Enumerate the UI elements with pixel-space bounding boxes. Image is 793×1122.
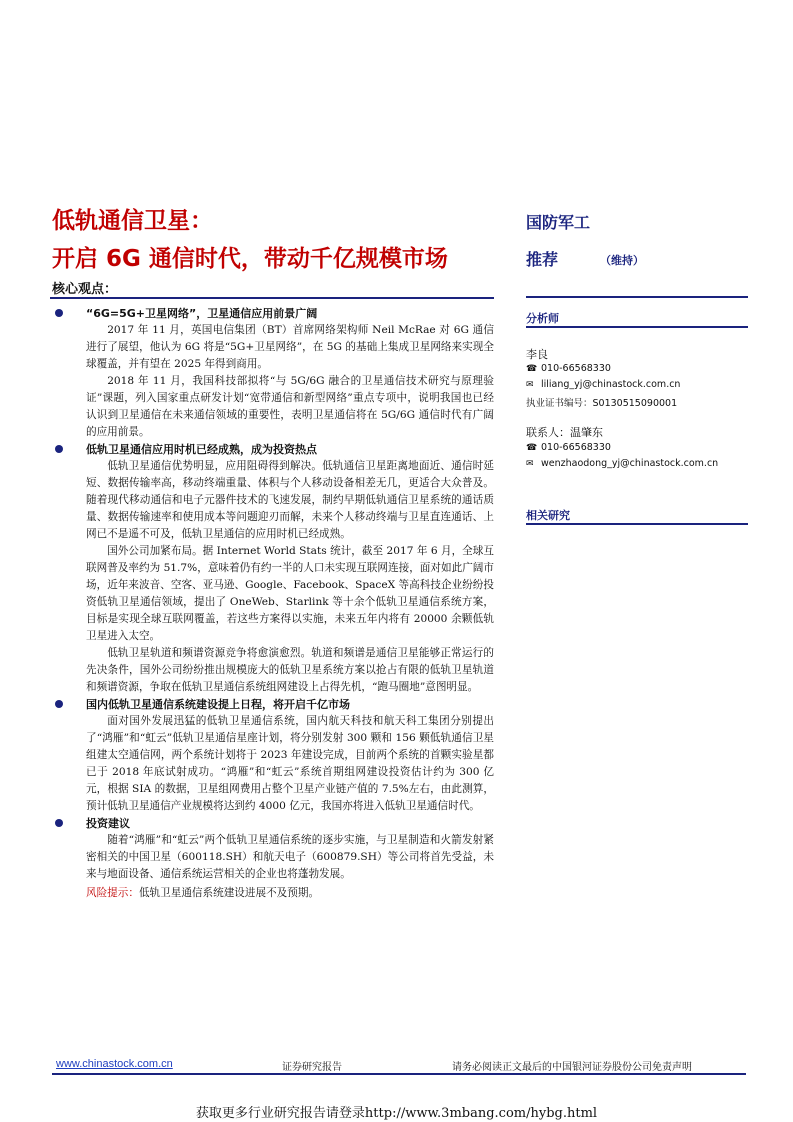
rating-note: （维持） (600, 254, 644, 267)
phone-icon: ☎ (526, 443, 538, 453)
phone-icon: ☎ (526, 364, 538, 374)
analyst-heading: 分析师 (526, 312, 559, 325)
bullet-icon (55, 309, 63, 317)
bullet-icon (55, 445, 63, 453)
email-icon: ✉ (526, 380, 534, 390)
analyst-phone-row (526, 363, 611, 374)
analyst-cert-label: 执业证书编号： (526, 398, 593, 409)
contact-email[interactable]: wenzhaodong_yj@chinastock.com.cn (541, 458, 719, 469)
paragraph: 2017 年 11 月，英国电信集团（BT）首席网络架构师 Neil McRae 对 6G 通信进行了展望，他认为 6G 将是“5G+卫星网络”，在 5G 的基础上集成卫星网络来实现全球覆盖，并有望在 2025 年得到商用。 (86, 324, 494, 370)
paragraph: 低轨卫星通信优势明显，应用阻碍得到解决。低轨通信卫星距离地面近、通信时延短、数据传输率高，移动终端重量、体积与个人移动设备相差无几，更适合大众普及。随着现代移动通信和电子元器件技术的飞速发展，制约早期低轨通信卫星系统的通话质量、数据传输速率和使用成本等问题迎刃而解，未来个人移动终端与卫星直连通话、上网已不是遥不可及，低轨卫星通信的应用时机已经成熟。 (86, 460, 494, 540)
paragraph: 随着“鸿雁”和“虹云”两个低轨卫星通信系统的逐步实施，与卫星制造和火箭发射紧密相关的中国卫星（600118.SH）和航天电子（600879.SH）等公司将首先受益，未来与地面设备、通信系统运营相关的企业也将蓬勃发展。 (86, 834, 494, 880)
paragraph: 面对国外发展迅猛的低轨卫星通信系统，国内航天科技和航天科工集团分别提出了“鸿雁”和“虹云”低轨卫星通信星座计划，将分别发射 300 颗和 156 颗低轨通信卫星组建太空通信网，两个系统计划将于 2023 年建设完成，目前两个系统的首颗实验星都已于 2018 年底试射成功。“鸿雁”和“虹云”系统首期组网建设投资估计约为 300 亿元，根据 SIA 的数据，卫星组网费用占整个卫星产业链产值的 7.5%左右，由此测算，预计低轨卫星通信产业规模将达到约 4000 亿元，我国亦将进入低轨卫星通信时代。 (86, 715, 494, 812)
section-heading: “6G=5G+卫星网络”，卫星通信应用前景广阔 (86, 307, 318, 320)
risk-text: 低轨卫星通信系统建设进展不及预期。 (138, 887, 320, 899)
contact-email-row (526, 458, 718, 469)
report-title-line2: 开启 6G 通信时代，带动千亿规模市场 (52, 246, 448, 272)
contact-phone-row (526, 442, 611, 453)
contact-name: 温肇东 (570, 426, 603, 439)
analyst-cert: S0130515090001 (592, 398, 678, 409)
analyst-divider (526, 326, 748, 328)
bullet-icon (55, 819, 63, 827)
website-link[interactable]: www.chinastock.com.cn (56, 1058, 173, 1070)
footer-divider (52, 1073, 746, 1075)
report-type: 证券研究报告 (282, 1062, 342, 1073)
contact-row (526, 424, 603, 440)
paragraph: 2018 年 11 月，我国科技部拟将“与 5G/6G 融合的卫星通信技术研究与原理验证”课题，列入国家重点研发计划“宽带通信和新型网络”重点专项中，说明我国也已经认识到卫星通信在未来通信领域的重要性，表明卫星通信将在 5G/6G 通信时代有广阔的应用前景。 (86, 375, 494, 438)
risk-warning (86, 885, 494, 902)
sidebar-divider (526, 296, 748, 298)
section-investment-advice (50, 815, 494, 883)
analyst-cert-row (526, 395, 677, 409)
email-icon: ✉ (526, 459, 534, 469)
section-heading: 投资建议 (86, 817, 130, 830)
rating: 推荐 (526, 250, 559, 269)
contact-phone: 010-66568330 (541, 442, 611, 453)
core-viewpoint-label: 核心观点： (52, 282, 118, 297)
section-heading: 国内低轨卫星通信系统建设提上日程，将开启千亿市场 (86, 698, 350, 711)
title-divider (50, 297, 494, 299)
analyst-email-row (526, 379, 680, 390)
report-title-line1: 低轨通信卫星： (52, 208, 213, 234)
related-research-divider (526, 523, 748, 525)
section-domestic-leo (50, 696, 494, 815)
analyst-phone: 010-66568330 (541, 363, 611, 374)
paragraph: 国外公司加紧布局。据 Internet World Stats 统计，截至 2017 年 6 月，全球互联网普及率约为 51.7%，意味着仍有约一半的人口未实现互联网连接，面对如此广阔市场，近年来波音、空客、亚马逊、Google、Facebook、SpaceX 等高科技企业纷纷投资低轨卫星通信领域，提出了 OneWeb、Starlink 等十余个低轨卫星通信系统方案，目标是实现全球互联网覆盖，若这些方案得以实施，未来五年内将有 20000 余颗低轨卫星进入太空。 (86, 545, 494, 642)
analyst-name: 李良 (526, 348, 548, 361)
paragraph: 低轨卫星轨道和频谱资源竞争将愈演愈烈。轨道和频谱是通信卫星能够正常运行的先决条件，国外公司纷纷推出规模庞大的低轨卫星系统方案以抢占有限的低轨卫星轨道和频谱资源，争取在低轨卫星通信系统组网建设上占得先机，“跑马圈地”意图明显。 (86, 647, 494, 693)
related-research-heading: 相关研究 (526, 509, 570, 522)
download-banner[interactable]: 获取更多行业研究报告请登录http://www.3mbang.com/hybg.html (195, 1106, 598, 1121)
contact-label: 联系人： (526, 426, 570, 439)
industry-name: 国防军工 (526, 213, 591, 232)
analyst-email[interactable]: liliang_yj@chinastock.com.cn (541, 379, 681, 390)
bullet-icon (55, 700, 63, 708)
disclaimer-note: 请务必阅读正文最后的中国银河证券股份公司免责声明 (452, 1062, 692, 1073)
main-content (50, 305, 494, 902)
section-heading: 低轨卫星通信应用时机已经成熟，成为投资热点 (86, 443, 317, 456)
risk-label: 风险提示： (86, 887, 139, 899)
section-6g-satellite (50, 305, 494, 441)
section-leo-timing (50, 441, 494, 696)
